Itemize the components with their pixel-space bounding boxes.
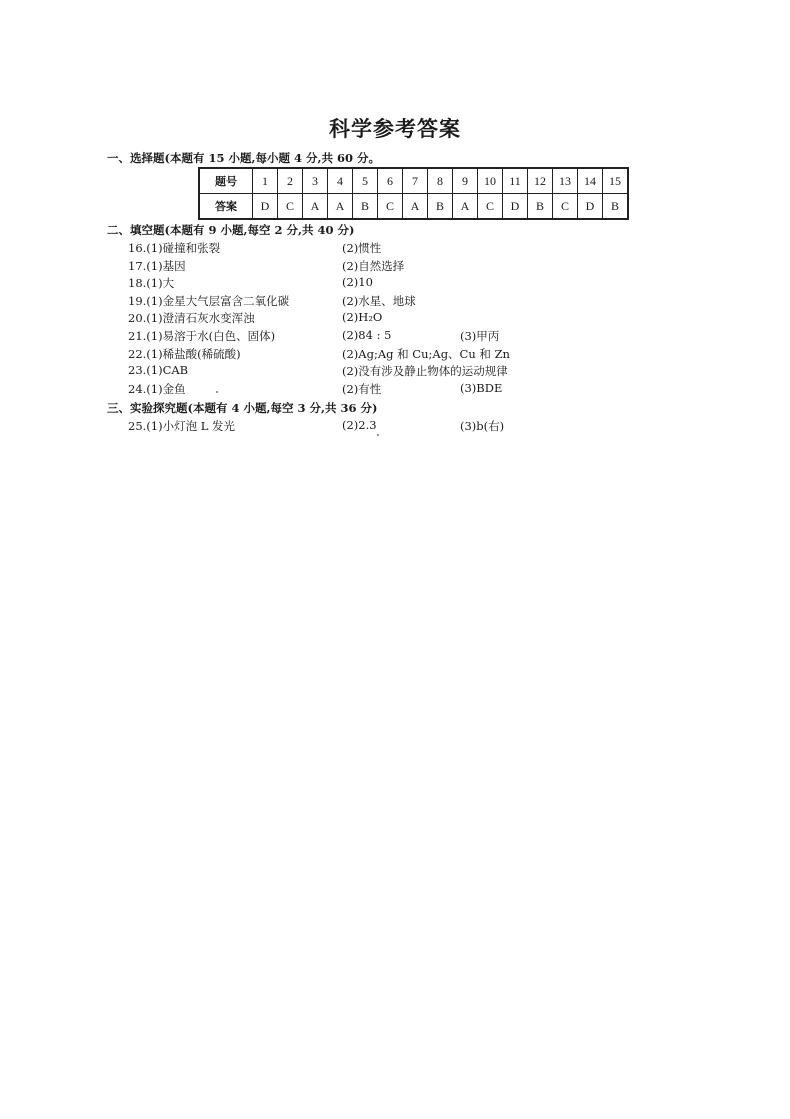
- question-part-1: 23.(1)CAB: [128, 363, 189, 378]
- question-number-cell: 12: [528, 168, 553, 194]
- answer-cell: A: [328, 194, 353, 220]
- answer-cell: A: [403, 194, 428, 220]
- question-number-cell: 6: [378, 168, 403, 194]
- question-part-2: (2)惯性: [342, 241, 382, 255]
- question-number-cell: 8: [428, 168, 453, 194]
- answer-cell: A: [453, 194, 478, 220]
- question-part-1: 25.(1)小灯泡 L 发光: [128, 419, 236, 433]
- page-title: 科学参考答案: [329, 117, 461, 141]
- question-part-2: (2)没有涉及静止物体的运动规律: [342, 364, 508, 379]
- answer-cell: B: [353, 194, 378, 220]
- question-part-1: 22.(1)稀盐酸(稀硫酸): [128, 346, 241, 361]
- section-heading-multiple-choice: 一、选择题(本题有 15 小题,每小题 4 分,共 60 分。: [107, 151, 380, 165]
- question-part-1: 19.(1)金星大气层富含二氧化碳: [128, 293, 290, 308]
- answer-cell: B: [528, 194, 553, 220]
- scan-speck: [216, 391, 218, 393]
- question-part-1: 17.(1)基因: [128, 258, 186, 273]
- question-number-cell: 15: [603, 168, 629, 194]
- scan-speck: [377, 434, 379, 436]
- question-number-cell: 1: [253, 168, 278, 194]
- question-number-cell: 5: [353, 168, 378, 194]
- row-label-answer: 答案: [199, 194, 253, 220]
- question-number-cell: 13: [553, 168, 578, 194]
- question-part-2: (2)自然选择: [342, 258, 405, 273]
- question-part-2: (2)H₂O: [342, 310, 383, 325]
- answer-cell: B: [428, 194, 453, 220]
- question-part-2: (2)水星、地球: [342, 293, 416, 308]
- section-heading-fill-in: 二、填空题(本题有 9 小题,每空 2 分,共 40 分): [107, 223, 355, 237]
- question-number-cell: 2: [278, 168, 303, 194]
- question-number-cell: 3: [303, 168, 328, 194]
- question-part-2: (2)84 : 5: [342, 328, 392, 342]
- question-part-3: (3)甲丙: [460, 329, 500, 343]
- answer-cell: C: [278, 194, 303, 220]
- question-part-3: (3)b(右): [460, 419, 505, 433]
- question-part-2: (2)有性: [342, 381, 382, 396]
- answer-cell: A: [303, 194, 328, 220]
- question-part-3: (3)BDE: [460, 380, 503, 395]
- question-part-2: (2)Ag;Ag 和 Cu;Ag、Cu 和 Zn: [342, 346, 510, 361]
- question-part-1: 21.(1)易溶于水(白色、固体): [128, 329, 276, 343]
- question-part-2: (2)10: [342, 275, 373, 290]
- question-number-cell: 4: [328, 168, 353, 194]
- question-number-cell: 7: [403, 168, 428, 194]
- question-number-cell: 10: [478, 168, 503, 194]
- question-part-1: 20.(1)澄清石灰水变浑浊: [128, 311, 255, 326]
- question-number-cell: 14: [578, 168, 603, 194]
- answer-cell: C: [553, 194, 578, 220]
- question-number-row: [199, 168, 628, 194]
- answer-cell: C: [478, 194, 503, 220]
- question-part-1: 18.(1)大: [128, 276, 175, 291]
- answer-cell: C: [378, 194, 403, 220]
- question-number-cell: 9: [453, 168, 478, 194]
- row-label-number: 题号: [199, 168, 253, 194]
- question-part-1: 16.(1)碰撞和张裂: [128, 241, 221, 255]
- question-number-cell: 11: [503, 168, 528, 194]
- answer-cell: D: [253, 194, 278, 220]
- section-heading-experiment: 三、实验探究题(本题有 4 小题,每空 3 分,共 36 分): [107, 401, 378, 415]
- question-part-2: (2)2.3: [342, 418, 377, 432]
- answer-cell: D: [503, 194, 528, 220]
- answer-cell: D: [578, 194, 603, 220]
- answer-row: [199, 194, 628, 220]
- answer-cell: B: [603, 194, 629, 220]
- answer-key-table: [198, 167, 629, 220]
- question-part-1: 24.(1)金鱼: [128, 381, 186, 396]
